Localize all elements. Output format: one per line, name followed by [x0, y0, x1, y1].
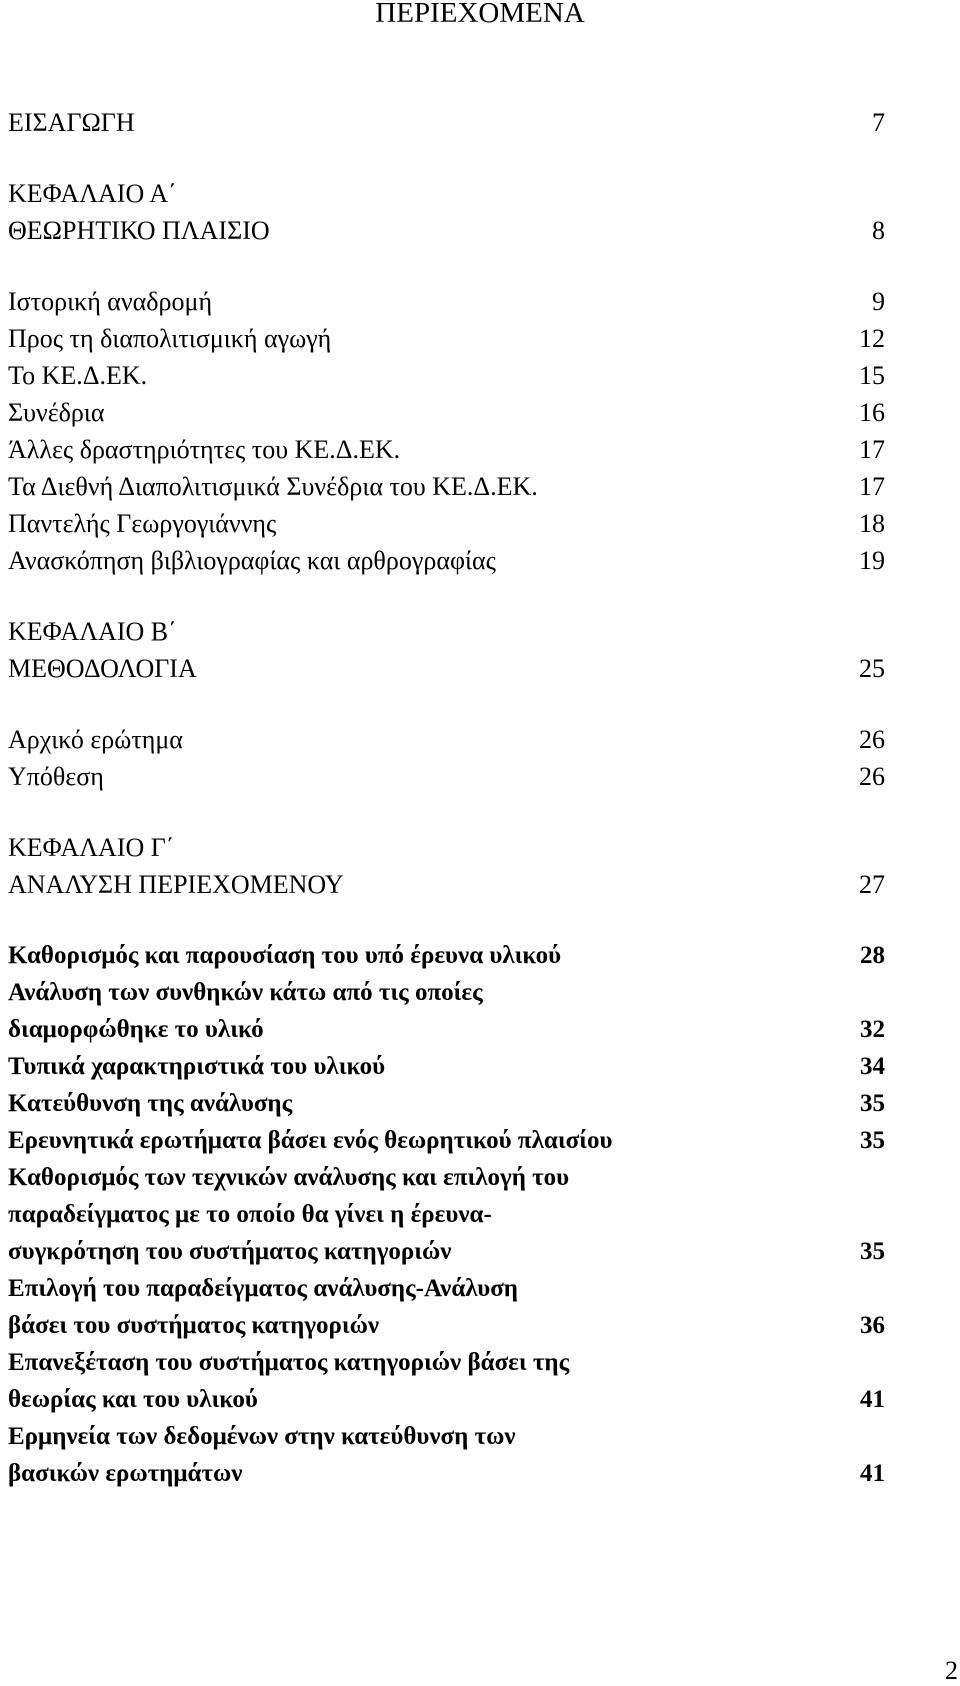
toc-entry-page-number: 26 [859, 762, 885, 791]
toc-entry-title: ΕΙΣΑΓΩΓΗ [8, 108, 135, 137]
toc-entry-title: Αρχικό ερώτημα [8, 725, 183, 754]
toc-group-spacer [8, 687, 885, 721]
toc-entry-title: διαμορφώθηκε το υλικό [8, 1016, 264, 1043]
toc-entry-title: Καθορισμός των τεχνικών ανάλυσης και επιλογή του [8, 1164, 570, 1191]
toc-entry-page-number: 7 [872, 108, 885, 137]
toc-entry [8, 1233, 885, 1270]
toc-entry-page-number: 32 [860, 1016, 885, 1043]
toc-entry-title: Ερμηνεία των δεδομένων στην κατεύθυνση των [8, 1423, 516, 1450]
toc-entry [8, 1085, 885, 1122]
toc-entry-page-number: 12 [859, 324, 885, 353]
toc-entry [8, 175, 885, 212]
toc-entry [8, 283, 885, 320]
toc-entry-title: Ερευνητικά ερωτήματα βάσει ενός θεωρητικού πλαισίου [8, 1127, 613, 1154]
toc-group-spacer [8, 141, 885, 175]
toc-entry-title: συγκρότηση του συστήματος κατηγοριών [8, 1238, 452, 1265]
toc-entry-page-number: 15 [859, 361, 885, 390]
toc-entry [8, 1418, 885, 1455]
toc-entry-page-number: 25 [859, 654, 885, 683]
toc-entry [8, 505, 885, 542]
toc-entry-page-number: 17 [859, 435, 885, 464]
toc-entry [8, 1196, 885, 1233]
toc-entry-title: Ιστορική αναδρομή [8, 287, 213, 316]
toc-entry-title: Επανεξέταση του συστήματος κατηγοριών βάσει της [8, 1349, 570, 1376]
toc-entry [8, 1011, 885, 1048]
toc-entry [8, 758, 885, 795]
page-number: 2 [945, 1656, 958, 1685]
toc-entry-page-number: 9 [872, 287, 885, 316]
toc-entry-title: ΑΝΑΛΥΣΗ ΠΕΡΙΕΧΟΜΕΝΟΥ [8, 870, 344, 899]
toc-entry [8, 866, 885, 903]
toc-entry-title: Το ΚΕ.Δ.ΕΚ. [8, 361, 148, 390]
toc-entry [8, 1381, 885, 1418]
toc-entry-title: βασικών ερωτημάτων [8, 1460, 243, 1487]
toc-entry-page-number: 19 [859, 546, 885, 575]
toc-entry-title: ΜΕΘΟΔΟΛΟΓΙΑ [8, 654, 197, 683]
toc-entry [8, 431, 885, 468]
toc-entry [8, 542, 885, 579]
toc-entry [8, 104, 885, 141]
toc-entry [8, 468, 885, 505]
toc-entry [8, 1048, 885, 1085]
toc-entry-title: Τυπικά χαρακτηριστικά του υλικού [8, 1053, 386, 1080]
toc-entry [8, 650, 885, 687]
toc-entry-page-number: 41 [860, 1460, 885, 1487]
toc-entry-title: Επιλογή του παραδείγματος ανάλυσης-Ανάλυση [8, 1275, 518, 1302]
toc-entry-page-number: 36 [860, 1312, 885, 1339]
toc-entry-page-number: 35 [860, 1238, 885, 1265]
toc-entry-title: Συνέδρια [8, 398, 105, 427]
toc-entry-title: Υπόθεση [8, 762, 104, 791]
toc-entry [8, 357, 885, 394]
toc-entry-title: Καθορισμός και παρουσίαση του υπό έρευνα υλικού [8, 942, 562, 969]
toc-entry [8, 394, 885, 431]
toc-entry-title: Παντελής Γεωργογιάννης [8, 509, 277, 538]
toc-entry-title: ΘΕΩΡΗΤΙΚΟ ΠΛΑΙΣΙΟ [8, 216, 270, 245]
toc-entry-page-number: 35 [860, 1127, 885, 1154]
toc-entry-title: Τα Διεθνή Διαπολιτισμικά Συνέδρια του ΚΕ.Δ.ΕΚ. [8, 472, 538, 501]
toc-entry [8, 1159, 885, 1196]
toc-entry-page-number: 17 [859, 472, 885, 501]
toc-group-spacer [8, 579, 885, 613]
toc-entry [8, 1270, 885, 1307]
toc-entry-page-number: 16 [859, 398, 885, 427]
toc-entry [8, 320, 885, 357]
toc-entry-title: θεωρίας και του υλικού [8, 1386, 258, 1413]
toc-entry-title: Ανάλυση των συνθηκών κάτω από τις οποίες [8, 979, 483, 1006]
toc-entry-title: Ανασκόπηση βιβλιογραφίας και αρθρογραφίας [8, 546, 496, 575]
toc-group-spacer [8, 795, 885, 829]
toc-entry [8, 212, 885, 249]
table-of-contents [8, 104, 885, 1492]
toc-entry-title: Κατεύθυνση της ανάλυσης [8, 1090, 293, 1117]
toc-entry [8, 1455, 885, 1492]
toc-entry [8, 1307, 885, 1344]
toc-entry [8, 1122, 885, 1159]
toc-entry-page-number: 26 [859, 725, 885, 754]
toc-entry [8, 974, 885, 1011]
toc-entry-page-number: 8 [872, 216, 885, 245]
toc-entry [8, 829, 885, 866]
toc-entry-page-number: 27 [859, 870, 885, 899]
toc-entry-page-number: 35 [860, 1090, 885, 1117]
toc-entry-title: βάσει του συστήματος κατηγοριών [8, 1312, 380, 1339]
toc-entry [8, 937, 885, 974]
toc-entry-page-number: 28 [860, 942, 885, 969]
toc-group-spacer [8, 249, 885, 283]
toc-entry-title: ΚΕΦΑΛΑΙΟ Β΄ [8, 617, 177, 646]
toc-entry-title: παραδείγματος με το οποίο θα γίνει η έρευνα- [8, 1201, 492, 1228]
toc-entry [8, 721, 885, 758]
toc-entry-page-number: 34 [860, 1053, 885, 1080]
toc-entry-page-number: 41 [860, 1386, 885, 1413]
toc-entry-title: Προς τη διαπολιτισμική αγωγή [8, 324, 332, 353]
page-title: ΠΕΡΙΕΧΟΜΕΝΑ [375, 0, 585, 29]
toc-entry-title: ΚΕΦΑΛΑΙΟ Α΄ [8, 179, 177, 208]
toc-entry-title: ΚΕΦΑΛΑΙΟ Γ΄ [8, 833, 175, 862]
toc-entry-page-number: 18 [859, 509, 885, 538]
toc-group-spacer [8, 903, 885, 937]
toc-entry [8, 1344, 885, 1381]
toc-entry-title: Άλλες δραστηριότητες του ΚΕ.Δ.ΕΚ. [8, 435, 401, 464]
toc-entry [8, 613, 885, 650]
